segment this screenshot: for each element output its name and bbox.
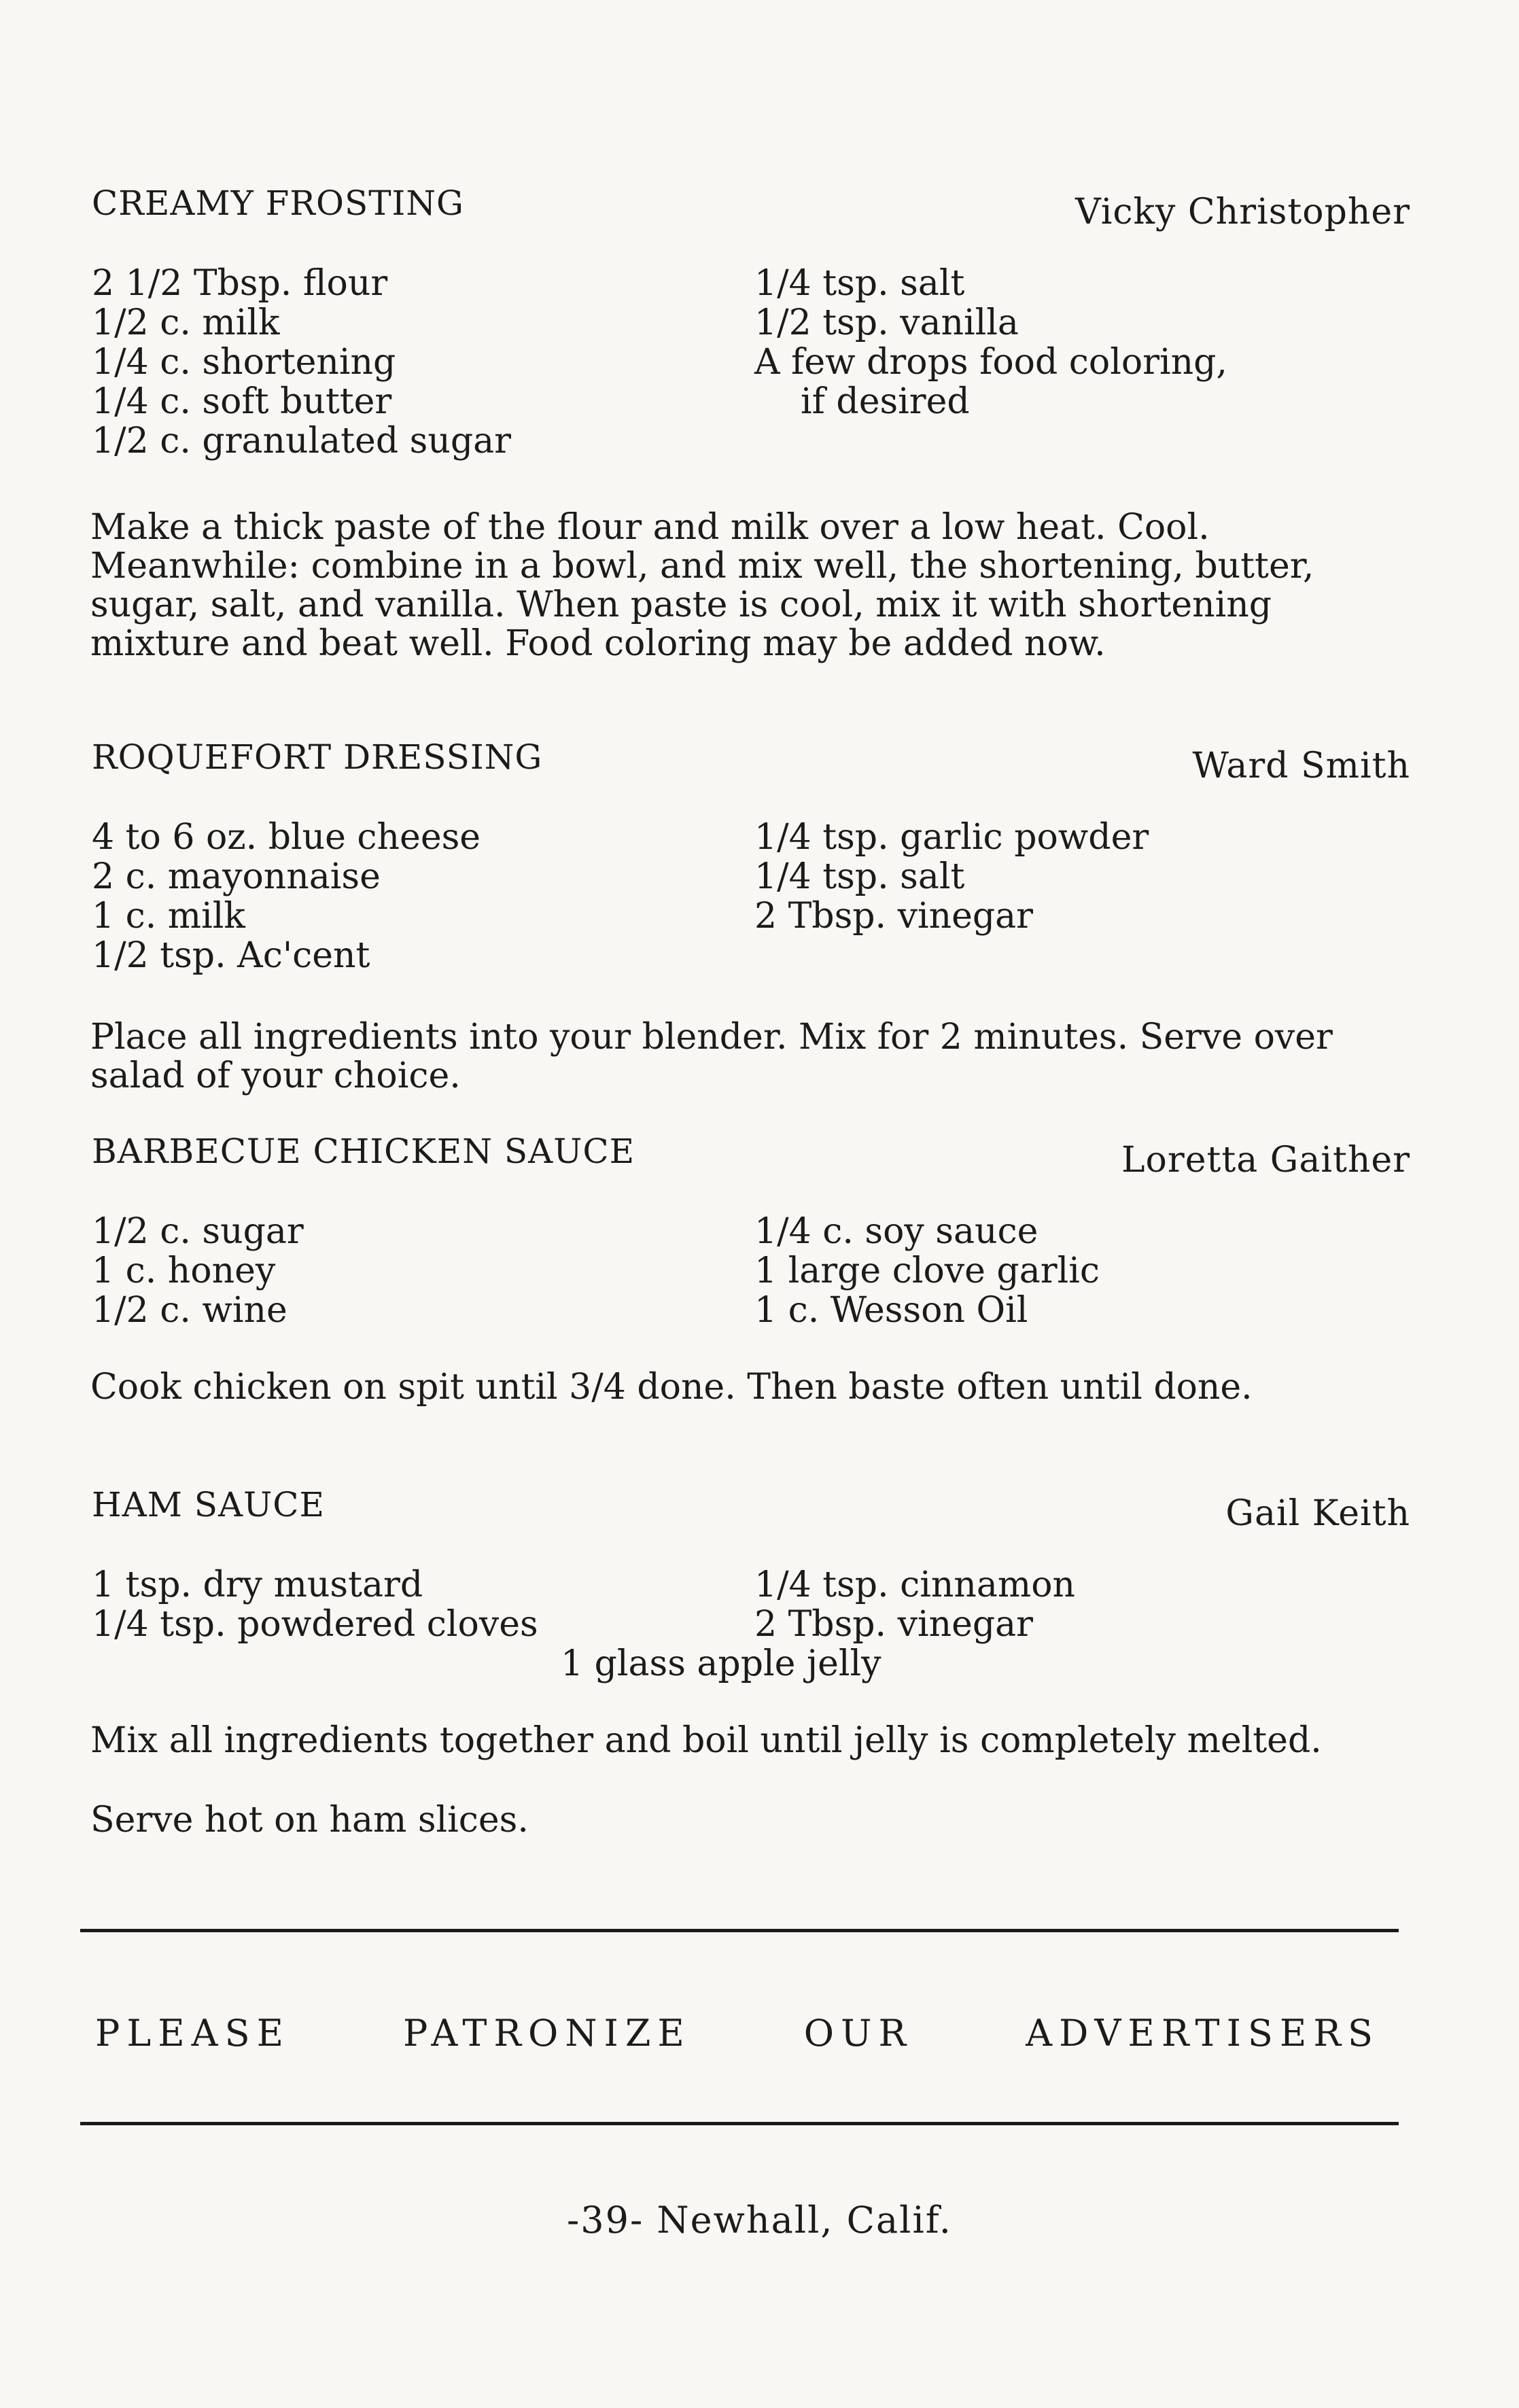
recipe-author: Loretta Gaither — [1121, 1140, 1410, 1181]
recipe-header — [85, 184, 1410, 245]
recipe-title: ROQUEFORT DRESSING — [92, 737, 543, 777]
ingredient-list — [85, 264, 1410, 468]
ingredient: 1/4 c. shortening — [92, 342, 396, 383]
directions-paragraph: Serve hot on ham slices. — [90, 1800, 529, 1840]
recipe-author: Vicky Christopher — [1075, 192, 1410, 232]
ingredient-list — [85, 818, 1410, 981]
ingredient: 1/2 c. milk — [92, 302, 280, 343]
ingredient: if desired — [801, 381, 970, 422]
ingredient: 2 Tbsp. vinegar — [754, 1604, 1034, 1645]
recipe-title: BARBECUE CHICKEN SAUCE — [92, 1132, 635, 1171]
divider-bottom — [80, 2122, 1399, 2125]
ingredient-column-right — [754, 1565, 1075, 1644]
directions-paragraph: Cook chicken on spit until 3/4 done. Then baste often until done. — [90, 1367, 1253, 1408]
ingredient: 1 tsp. dry mustard — [92, 1565, 423, 1605]
ingredient: 1 c. honey — [92, 1251, 276, 1291]
ingredient-column-left — [92, 264, 511, 461]
recipe-ham-sauce — [85, 1485, 1410, 1881]
ingredient-center: 1 glass apple jelly — [561, 1643, 881, 1684]
page-footer: -39- Newhall, Calif. — [567, 2199, 952, 2241]
ingredient: 1/4 c. soy sauce — [754, 1211, 1038, 1252]
recipe-directions — [85, 1722, 1410, 1840]
ingredient-list — [85, 1565, 1410, 1688]
directions-paragraph: Mix all ingredients together and boil until jelly is completely melted. — [90, 1720, 1322, 1761]
recipe-creamy-frosting — [85, 184, 1410, 704]
ingredient: 1/2 c. wine — [92, 1290, 287, 1331]
ingredient: 2 c. mayonnaise — [92, 856, 381, 897]
ingredient: 1/4 tsp. cinnamon — [754, 1565, 1075, 1605]
ingredient-column-right — [754, 1212, 1100, 1330]
ingredient: 1/4 tsp. salt — [754, 856, 965, 897]
ingredient: 1 large clove garlic — [754, 1251, 1100, 1291]
ingredient-list — [85, 1212, 1410, 1334]
ingredient-column-left — [92, 818, 481, 975]
ingredient: 1 c. milk — [92, 896, 245, 937]
recipe-title: CREAMY FROSTING — [92, 184, 464, 223]
recipe-title: HAM SAUCE — [92, 1485, 326, 1524]
ingredient: 4 to 6 oz. blue cheese — [92, 817, 481, 858]
recipe-directions — [85, 1018, 1410, 1096]
recipe-header — [85, 1485, 1410, 1546]
recipe-roquefort-dressing — [85, 737, 1410, 1136]
ingredient-column-right — [754, 818, 1149, 936]
ingredient: A few drops food coloring, — [754, 342, 1227, 383]
banner-word: OUR — [803, 2012, 913, 2055]
banner-word: PLEASE — [95, 2012, 291, 2055]
recipe-author: Gail Keith — [1225, 1493, 1410, 1534]
ingredient: 1 c. Wesson Oil — [754, 1290, 1028, 1331]
recipe-author: Ward Smith — [1192, 746, 1410, 786]
advertisers-banner — [95, 2012, 1380, 2055]
ingredient: 1/2 c. sugar — [92, 1211, 304, 1252]
divider-top — [80, 1929, 1399, 1932]
recipe-header — [85, 1132, 1410, 1193]
ingredient: 1/4 tsp. powdered cloves — [92, 1604, 538, 1645]
recipe-directions — [85, 1368, 1410, 1407]
ingredient: 1/4 tsp. salt — [754, 263, 965, 304]
directions-paragraph: Make a thick paste of the flour and milk over a low heat. Cool. Meanwhile: combine in a bowl, and mix well, the shortening, butter, sugar, salt, and vanilla. When paste is cool, mix it with shortening mixture and beat well. Food coloring may be added now. — [90, 507, 1314, 664]
recipe-barbecue-chicken-sauce — [85, 1132, 1410, 1448]
ingredient-column-right — [754, 264, 1227, 421]
ingredient: 2 1/2 Tbsp. flour — [92, 263, 388, 304]
recipe-header — [85, 737, 1410, 799]
banner-word: PATRONIZE — [402, 2012, 691, 2055]
ingredient: 1/2 tsp. vanilla — [754, 302, 1019, 343]
ingredient: 1/2 c. granulated sugar — [92, 421, 511, 461]
ingredient-column-left — [92, 1565, 538, 1644]
ingredient-column-left — [92, 1212, 304, 1330]
ingredient: 1/4 tsp. garlic powder — [754, 817, 1149, 858]
ingredient: 2 Tbsp. vinegar — [754, 896, 1034, 937]
recipe-directions — [85, 508, 1410, 663]
ingredient: 1/2 tsp. Ac'cent — [92, 935, 370, 976]
ingredient: 1/4 c. soft butter — [92, 381, 392, 422]
directions-paragraph: Place all ingredients into your blender. Mix for 2 minutes. Serve over salad of your choice. — [90, 1017, 1333, 1096]
banner-word: ADVERTISERS — [1026, 2012, 1380, 2055]
